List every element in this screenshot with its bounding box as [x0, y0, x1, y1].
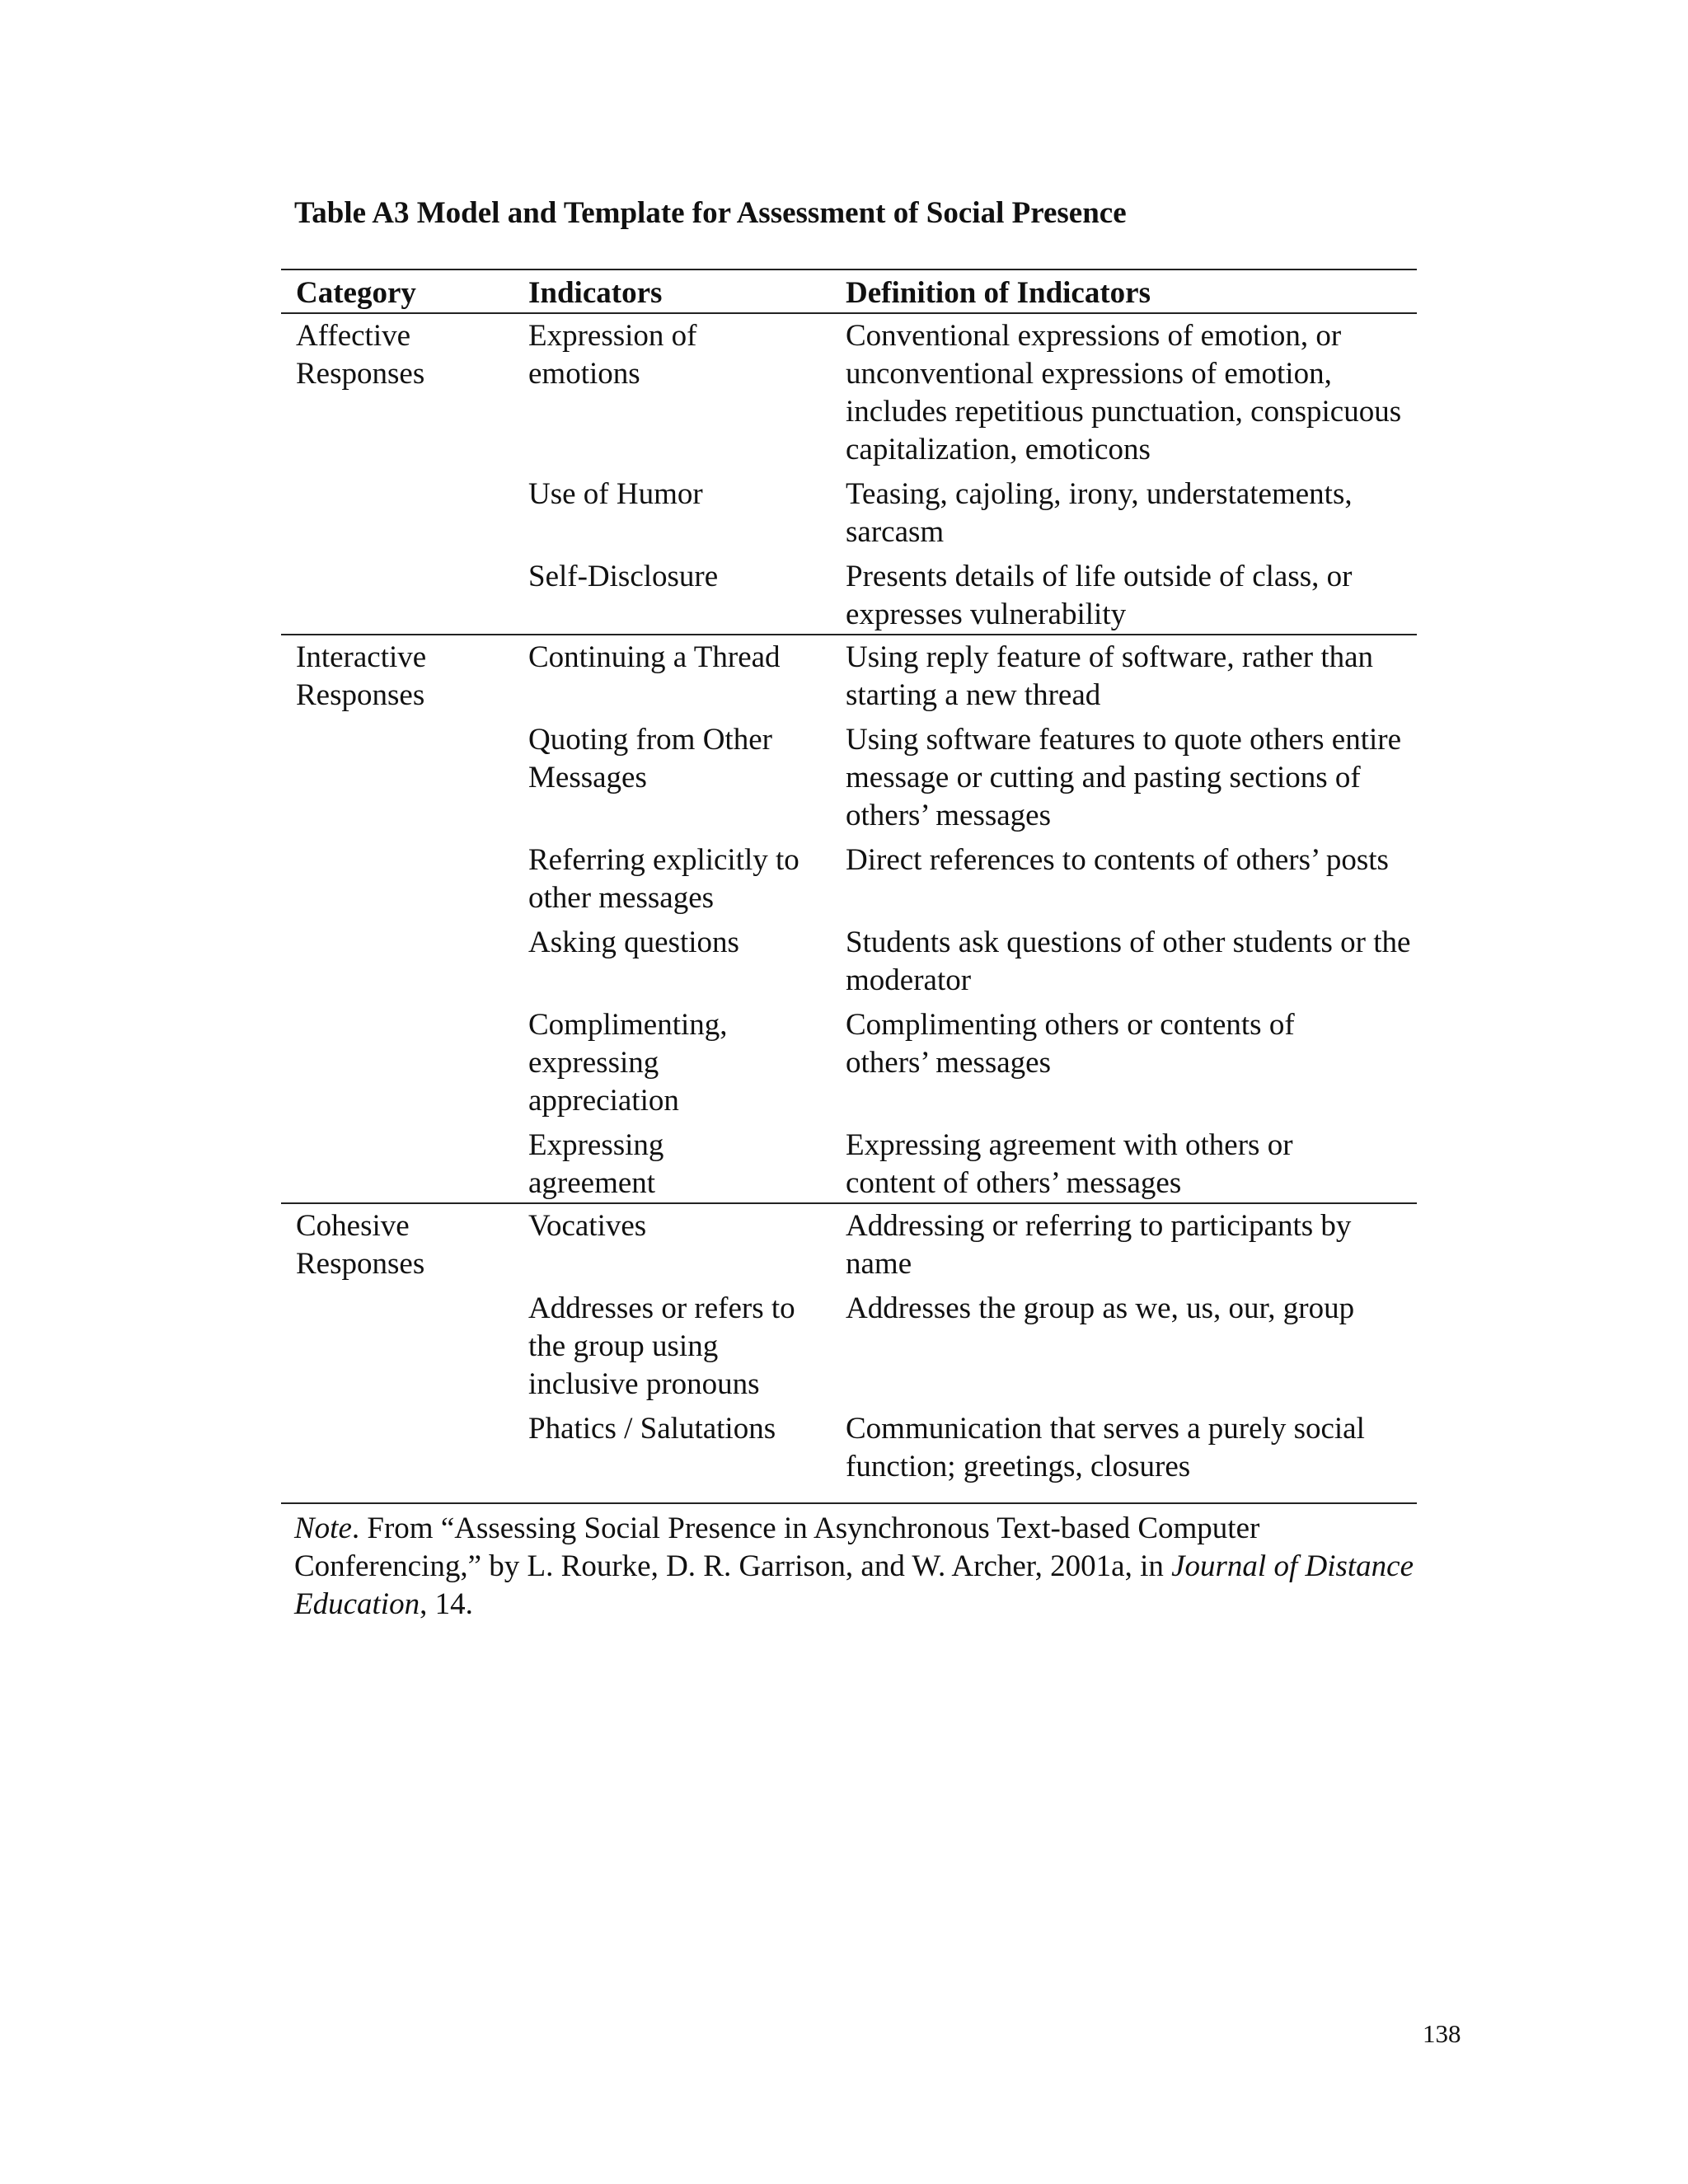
- indicator-cell: Complimenting, expressing appreciation: [528, 1008, 728, 1118]
- indicator-cell: Self-Disclosure: [528, 560, 719, 593]
- table-header-row: [281, 269, 1417, 313]
- definition-cell: Using software features to quote others entire message or cutting and pasting sections of others’ messages: [846, 723, 1402, 832]
- note-text-end: , 14.: [420, 1587, 473, 1621]
- header-category: Category: [296, 276, 416, 310]
- category-cell: Cohesive Responses: [296, 1209, 425, 1281]
- category-cell: Interactive Responses: [296, 640, 427, 712]
- definition-cell: Addressing or referring to participants by name: [846, 1209, 1352, 1281]
- social-presence-table: [281, 269, 1417, 1504]
- definition-cell: Using reply feature of software, rather than starting a new thread: [846, 640, 1374, 712]
- definition-cell: Direct references to contents of others’ posts: [846, 843, 1389, 877]
- definition-cell: Students ask questions of other students or the moderator: [846, 926, 1411, 997]
- definition-cell: Communication that serves a purely social function; greetings, closures: [846, 1412, 1365, 1483]
- indicator-cell: Asking questions: [528, 926, 739, 959]
- definition-cell: Teasing, cajoling, irony, understatements, sarcasm: [846, 477, 1353, 549]
- header-definition: Definition of Indicators: [846, 276, 1151, 310]
- definition-cell: Expressing agreement with others or content of others’ messages: [846, 1128, 1293, 1200]
- table-row: [281, 313, 1417, 476]
- header-indicators: Indicators: [528, 276, 663, 310]
- page-number: 138: [1423, 2019, 1461, 2048]
- indicator-cell: Continuing a Thread: [528, 640, 781, 674]
- category-cell: Affective Responses: [296, 319, 425, 391]
- table-note: [294, 1510, 1415, 1624]
- definition-cell: Presents details of life outside of class, or expresses vulnerability: [846, 560, 1353, 631]
- note-text: . From “Assessing Social Presence in Asynchronous Text-based Computer Conferencing,” by L. Rourke, D. R. Garrison, and W. Archer, 2001a, in: [294, 1511, 1260, 1583]
- indicator-cell: Quoting from Other Messages: [528, 723, 772, 794]
- definition-cell: Conventional expressions of emotion, or unconventional expressions of emotion, includes repetitious punctuation, conspicuous capitalization, emoticons: [846, 319, 1402, 466]
- indicator-cell: Expression of emotions: [528, 319, 697, 391]
- indicator-cell: Vocatives: [528, 1209, 647, 1243]
- table-title: Table A3 Model and Template for Assessment of Social Presence: [294, 196, 1127, 230]
- indicator-cell: Expressing agreement: [528, 1128, 664, 1200]
- table-row: [281, 635, 1417, 721]
- note-journal: Journal of Distance Education: [294, 1549, 1414, 1621]
- indicator-cell: Use of Humor: [528, 477, 703, 511]
- note-label: Note: [294, 1511, 352, 1545]
- table-row: [281, 1203, 1417, 1290]
- indicator-cell: Addresses or refers to the group using inclusive pronouns: [528, 1291, 795, 1401]
- indicator-cell: Phatics / Salutations: [528, 1412, 776, 1446]
- definition-cell: Addresses the group as we, us, our, group: [846, 1291, 1355, 1325]
- social-presence-table-container: [281, 269, 1417, 1504]
- definition-cell: Complimenting others or contents of others’ messages: [846, 1008, 1295, 1080]
- indicator-cell: Referring explicitly to other messages: [528, 843, 799, 915]
